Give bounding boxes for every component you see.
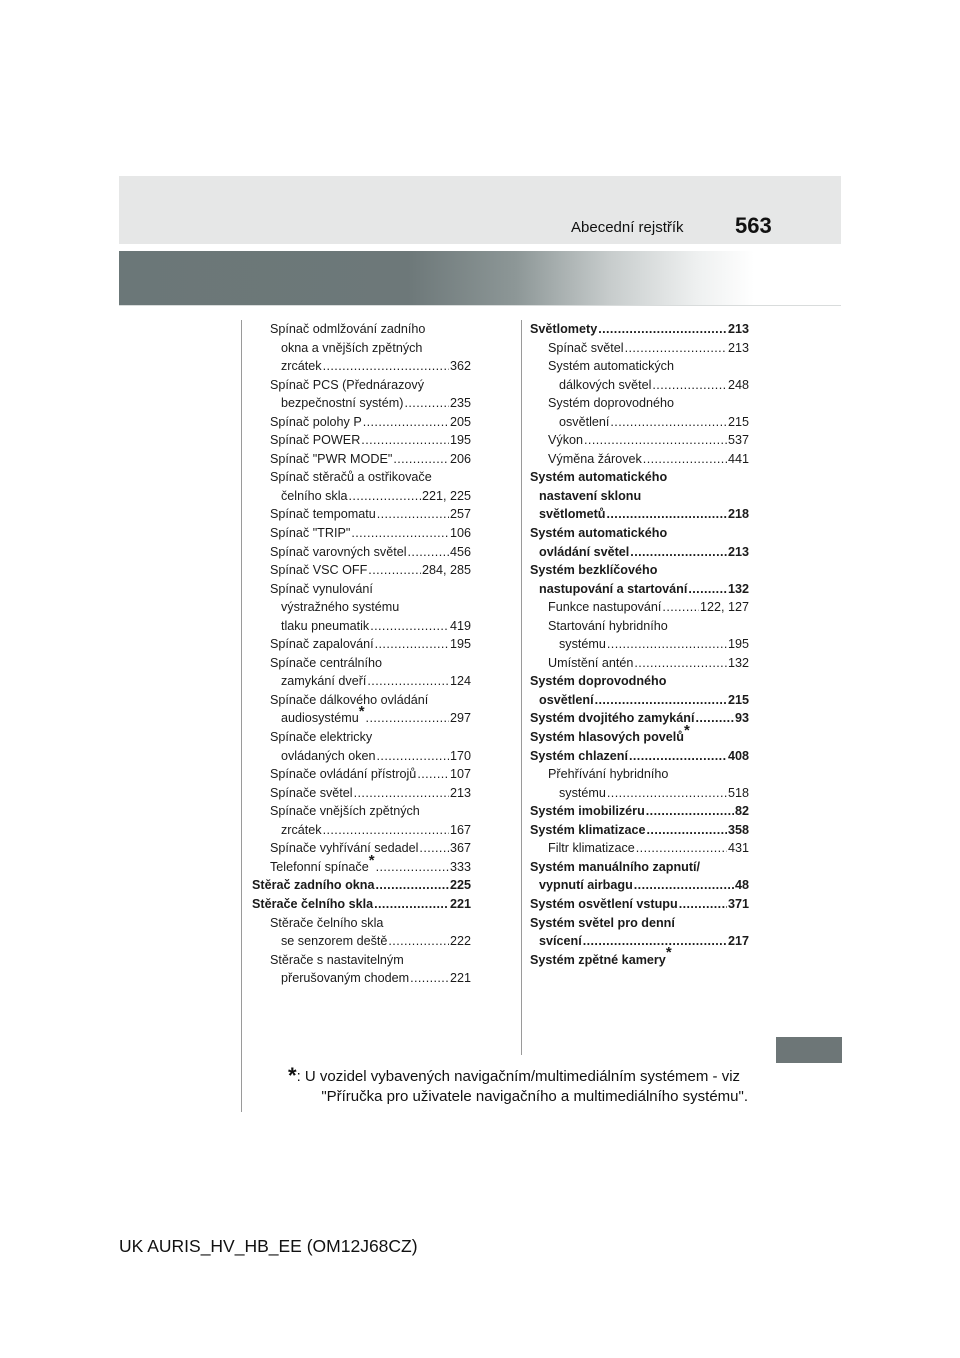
header-band xyxy=(119,176,841,244)
page-reference: 132 xyxy=(727,655,749,670)
index-entry xyxy=(530,357,749,394)
dot-leader xyxy=(376,858,449,877)
page-reference: 408 xyxy=(727,748,749,763)
index-entry-line xyxy=(252,765,471,784)
index-entry-line xyxy=(530,895,749,914)
page-reference: 419 xyxy=(449,618,471,633)
dot-leader xyxy=(323,357,449,376)
index-entry xyxy=(252,728,471,765)
index-entry-text: ovládaných oken xyxy=(281,748,376,763)
page-reference: 371 xyxy=(727,896,749,911)
index-entry-line xyxy=(252,851,471,877)
index-entry xyxy=(530,747,749,766)
page-reference: 206 xyxy=(449,451,471,466)
page-reference: 235 xyxy=(449,396,471,411)
index-entry-text: Systém světel pro denní xyxy=(530,915,675,930)
index-entry xyxy=(252,914,471,951)
dot-leader xyxy=(595,691,727,710)
page-reference: 124 xyxy=(449,674,471,689)
dot-leader xyxy=(351,524,449,543)
index-entry-text: Spínač "PWR MODE" xyxy=(270,451,393,466)
index-entry-line xyxy=(252,635,471,654)
page-reference: 48 xyxy=(734,878,749,893)
index-entry-text: Umístění antén xyxy=(548,655,634,670)
index-entry-text: čelního skla xyxy=(281,488,348,503)
index-entry-text: Spínače elektricky xyxy=(270,730,373,745)
index-entry-text: osvětlení xyxy=(539,692,594,707)
dot-leader xyxy=(610,413,727,432)
index-entry-text: Telefonní spínače* xyxy=(270,851,375,874)
column-divider xyxy=(521,320,522,1055)
index-entry-line xyxy=(530,376,749,395)
dot-leader xyxy=(679,895,727,914)
index-entry-text: Systém automatického xyxy=(530,470,668,485)
index-entry-text: Světlomety xyxy=(530,322,598,336)
index-entry-line xyxy=(252,969,471,988)
page-reference: 218 xyxy=(727,507,749,522)
page-reference: 167 xyxy=(449,822,471,837)
page-reference: 107 xyxy=(449,767,471,782)
index-entry xyxy=(530,839,749,858)
dot-leader xyxy=(408,543,449,562)
index-entry-line xyxy=(252,703,471,728)
index-entry-line xyxy=(252,617,471,636)
dot-leader xyxy=(607,505,727,524)
index-entry xyxy=(252,784,471,803)
index-entry-text: Filtr klimatizace xyxy=(548,841,635,856)
index-entry xyxy=(252,524,471,543)
dot-leader xyxy=(370,617,449,636)
dot-leader xyxy=(419,839,449,858)
index-entry xyxy=(530,802,749,821)
index-entry xyxy=(530,561,749,598)
index-entry-text: Spínač VSC OFF xyxy=(270,563,368,578)
index-entry xyxy=(252,505,471,524)
header-divider xyxy=(119,305,841,306)
index-entry-text: Stěrače čelního skla xyxy=(252,896,374,911)
index-entry-text: Spínač PCS (Přednárazový xyxy=(270,377,424,392)
index-entry-text: Systém manuálního zapnutí/ xyxy=(530,859,701,874)
index-entry-text: Systém imobilizéru xyxy=(530,804,645,819)
index-entry-text: Stěrač zadního okna xyxy=(252,878,375,893)
page-reference: 221, 225 xyxy=(421,488,471,503)
page-reference: 221 xyxy=(449,971,471,986)
page-reference: 195 xyxy=(449,637,471,652)
index-entry-line xyxy=(252,932,471,951)
dot-leader xyxy=(361,431,449,450)
index-entry-line xyxy=(252,450,471,469)
footnote-text-1: : U vozidel vybavených navigačním/multimediálním systémem - viz xyxy=(296,1068,741,1085)
index-entry xyxy=(252,320,471,376)
footnote-line-2: "Příručka pro uživatele navigačního a multimediálního systému". xyxy=(321,1088,748,1105)
page-reference: 248 xyxy=(727,377,749,392)
left-margin-rule xyxy=(241,320,242,1112)
index-entry-text: Spínače vnějších zpětných xyxy=(270,804,420,819)
index-entry-line xyxy=(252,561,471,580)
page-reference: 297 xyxy=(449,711,471,726)
index-entry-text: Spínače ovládání přístrojů xyxy=(270,767,417,782)
page-reference: 537 xyxy=(727,433,749,448)
page-reference: 333 xyxy=(449,859,471,874)
index-entry-line xyxy=(252,895,471,914)
dot-leader xyxy=(598,320,727,339)
index-entry-line xyxy=(252,876,471,895)
index-entry-line xyxy=(530,691,749,710)
index-entry-text: Spínače světel xyxy=(270,785,353,800)
index-entry xyxy=(530,672,749,709)
index-entry-text: výstražného systému xyxy=(281,600,400,615)
page-reference: 431 xyxy=(727,841,749,856)
document-code: UK AURIS_HV_HB_EE (OM12J68CZ) xyxy=(119,1236,418,1256)
index-entry xyxy=(252,543,471,562)
index-entry-text: zrcátek xyxy=(281,359,322,374)
index-entry-text: Výměna žárovek xyxy=(548,451,642,466)
index-entry-text: Systém zpětné kamery* xyxy=(530,944,672,967)
page-reference: 257 xyxy=(449,507,471,522)
page-reference: 222 xyxy=(449,934,471,949)
index-entry-line xyxy=(530,932,749,951)
index-entry xyxy=(530,468,749,524)
dot-leader xyxy=(375,876,449,895)
index-entry-text: audiosystému* xyxy=(281,703,365,726)
index-entry xyxy=(530,944,749,970)
footnote xyxy=(288,1063,748,1107)
index-entry-text: Systém osvětlení vstupu xyxy=(530,896,678,911)
index-entry-line xyxy=(252,357,471,376)
index-entry-text: Funkce nastupování xyxy=(548,600,662,615)
index-entry xyxy=(530,654,749,673)
index-entry-line xyxy=(530,654,749,673)
index-entry xyxy=(252,691,471,728)
page-reference: 213 xyxy=(449,785,471,800)
index-entry-line xyxy=(530,709,749,728)
index-entry-text: okna a vnějších zpětných xyxy=(281,340,423,355)
dot-leader xyxy=(393,450,449,469)
index-entry xyxy=(252,851,471,877)
dot-leader xyxy=(584,431,727,450)
dot-leader xyxy=(688,580,727,599)
dot-leader xyxy=(377,505,449,524)
index-entry xyxy=(530,450,749,469)
page-reference: 367 xyxy=(449,841,471,856)
dot-leader xyxy=(410,969,449,988)
index-entry-line xyxy=(252,394,471,413)
index-entry-text: zrcátek xyxy=(281,822,322,837)
index-entry-text: Spínače centrálního xyxy=(270,655,383,670)
index-entry-text: svícení xyxy=(539,934,582,949)
index-entry-text: osvětlení xyxy=(559,414,610,429)
index-entry-text: Systém automatických xyxy=(548,359,674,374)
footnote-star: * xyxy=(288,1063,297,1088)
dot-leader xyxy=(363,413,449,432)
index-entry-text: se senzorem deště xyxy=(281,934,388,949)
dot-leader xyxy=(662,598,699,617)
index-entry-text: Stěrače čelního skla xyxy=(270,915,384,930)
index-entry-text: Výkon xyxy=(548,433,584,448)
dot-leader xyxy=(354,784,449,803)
dot-leader xyxy=(630,543,727,562)
page-number: 563 xyxy=(735,213,772,238)
page-reference: 106 xyxy=(449,526,471,541)
index-entry-text: Spínač polohy P xyxy=(270,414,362,429)
page-reference: 213 xyxy=(727,322,749,336)
index-entry-line xyxy=(252,821,471,840)
index-entry-line xyxy=(252,784,471,803)
index-entry-text: Systém bezklíčového xyxy=(530,563,658,578)
dot-leader xyxy=(367,672,449,691)
index-entry-line xyxy=(530,876,749,895)
index-entry xyxy=(252,765,471,784)
dot-leader xyxy=(374,895,449,914)
index-entry-text: Systém automatického xyxy=(530,526,668,541)
dot-leader xyxy=(388,932,449,951)
index-entry-text: systému xyxy=(559,637,606,652)
page-reference: 213 xyxy=(727,340,749,355)
index-entry-text: Systém chlazení xyxy=(530,748,628,763)
index-entry xyxy=(530,339,749,358)
index-entry-line xyxy=(530,580,749,599)
index-entry xyxy=(530,721,749,747)
index-entry-line xyxy=(252,505,471,524)
index-entry-text: Spínač tempomatu xyxy=(270,507,376,522)
page-reference: 518 xyxy=(727,785,749,800)
index-entry-line xyxy=(252,543,471,562)
index-entry-line xyxy=(530,802,749,821)
index-entry-text: Spínač zapalování xyxy=(270,637,374,652)
index-entry-text: Spínač POWER xyxy=(270,433,361,448)
index-entry xyxy=(252,468,471,505)
index-entry-text: Systém klimatizace xyxy=(530,822,646,837)
index-entry-text: nastupování a startování xyxy=(539,581,688,596)
index-entry-line xyxy=(530,339,749,358)
index-entry-text: Spínač odmlžování zadního xyxy=(270,322,426,336)
index-entry-text: Startování hybridního xyxy=(548,618,668,633)
index-entry-line xyxy=(530,747,749,766)
page-reference: 93 xyxy=(734,711,749,726)
index-entry xyxy=(252,895,471,914)
index-entry xyxy=(252,635,471,654)
index-entry-text: Spínač vynulování xyxy=(270,581,373,596)
dot-leader xyxy=(647,821,727,840)
index-entry-text: Spínač stěračů a ostřikovače xyxy=(270,470,432,485)
dot-leader xyxy=(652,376,727,395)
dot-leader xyxy=(349,487,421,506)
index-entry xyxy=(530,524,749,561)
index-entry-text: Systém doprovodného xyxy=(548,396,675,411)
index-entry xyxy=(252,839,471,858)
index-entry xyxy=(530,709,749,728)
page-reference: 215 xyxy=(727,692,749,707)
index-entry-text: Spínač světel xyxy=(548,340,624,355)
dot-leader xyxy=(405,394,449,413)
index-entry-text: Spínač "TRIP" xyxy=(270,526,351,541)
dot-leader xyxy=(377,747,449,766)
page-reference: 195 xyxy=(449,433,471,448)
index-entry-text: nastavení sklonu xyxy=(539,488,642,503)
index-entry xyxy=(252,951,471,988)
dot-leader xyxy=(643,450,727,469)
index-entry-text: přerušovaným chodem xyxy=(281,971,410,986)
dot-leader xyxy=(607,635,727,654)
index-entry xyxy=(530,431,749,450)
index-entry xyxy=(252,580,471,636)
dot-leader xyxy=(695,709,734,728)
index-entry-text: systému xyxy=(559,785,606,800)
index-entry xyxy=(252,376,471,413)
index-entry-text: Stěrače s nastavitelným xyxy=(270,952,404,967)
index-entry-line xyxy=(530,635,749,654)
index-entry-text: zamykání dveří xyxy=(281,674,367,689)
index-entry-line xyxy=(530,505,749,524)
index-entry-text: dálkových světel xyxy=(559,377,652,392)
page-reference: 82 xyxy=(734,804,749,819)
index-entry-text: bezpečnostní systém) xyxy=(281,396,404,411)
index-entry-text: Systém dvojitého zamykání xyxy=(530,711,695,726)
index-entry-line xyxy=(530,839,749,858)
index-entry xyxy=(530,858,749,895)
section-title: Abecední rejstřík xyxy=(571,219,684,236)
dot-leader xyxy=(417,765,449,784)
index-entry xyxy=(252,413,471,432)
index-entry-line xyxy=(252,672,471,691)
index-entry-line xyxy=(252,747,471,766)
page-reference: 456 xyxy=(449,544,471,559)
index-entry-line xyxy=(252,487,471,506)
dot-leader xyxy=(607,784,727,803)
dot-leader xyxy=(323,821,449,840)
page-reference: 195 xyxy=(727,637,749,652)
index-entry-line xyxy=(252,524,471,543)
dot-leader xyxy=(636,839,727,858)
dot-leader xyxy=(366,709,449,728)
dot-leader xyxy=(375,635,449,654)
index-entry-line xyxy=(530,598,749,617)
page-reference: 284, 285 xyxy=(421,563,471,578)
dot-leader xyxy=(625,339,727,358)
index-entry-line xyxy=(530,320,749,339)
index-entry xyxy=(252,561,471,580)
index-entry-text: Spínače dálkového ovládání xyxy=(270,692,429,707)
index-entry-line xyxy=(530,543,749,562)
index-entry-text: ovládání světel xyxy=(539,544,630,559)
index-entry-line xyxy=(530,431,749,450)
index-entry-line xyxy=(530,413,749,432)
index-column-right xyxy=(530,320,749,969)
index-entry xyxy=(530,914,749,951)
page-reference: 358 xyxy=(727,822,749,837)
dot-leader xyxy=(583,932,727,951)
index-entry-line xyxy=(530,821,749,840)
index-entry-line xyxy=(252,839,471,858)
page-reference: 122, 127 xyxy=(699,600,749,615)
index-entry-text: Spínač varovných světel xyxy=(270,544,407,559)
index-entry xyxy=(530,394,749,431)
index-entry xyxy=(530,617,749,654)
dot-leader xyxy=(629,747,727,766)
index-entry xyxy=(530,895,749,914)
chapter-thumb-tab xyxy=(776,1037,842,1063)
index-entry-line xyxy=(252,431,471,450)
footnote-line-1 xyxy=(288,1063,748,1088)
index-entry-text: světlometů xyxy=(539,507,606,522)
page-reference: 205 xyxy=(449,414,471,429)
index-entry-line xyxy=(252,413,471,432)
index-entry-text: Systém doprovodného xyxy=(530,674,667,689)
page-reference: 362 xyxy=(449,359,471,374)
header-gradient-bar xyxy=(119,251,841,305)
page-reference: 221 xyxy=(449,896,471,911)
index-entry-line xyxy=(530,784,749,803)
index-entry xyxy=(252,802,471,839)
index-column-left xyxy=(252,320,471,988)
dot-leader xyxy=(646,802,734,821)
dot-leader xyxy=(634,876,734,895)
index-entry-text: Spínače vyhřívání sedadel xyxy=(270,841,419,856)
index-entry xyxy=(530,765,749,802)
index-entry xyxy=(530,821,749,840)
index-entry-line xyxy=(530,450,749,469)
index-entry-text: Systém hlasových povelů* xyxy=(530,721,690,745)
index-entry-text: vypnutí airbagu xyxy=(539,878,633,893)
index-entry xyxy=(252,654,471,691)
page-reference: 132 xyxy=(727,581,749,596)
dot-leader xyxy=(368,561,421,580)
page-reference: 441 xyxy=(727,451,749,466)
index-entry xyxy=(530,320,749,339)
page-reference: 213 xyxy=(727,544,749,559)
page-reference: 225 xyxy=(449,878,471,893)
page-reference: 170 xyxy=(449,748,471,763)
page-reference: 215 xyxy=(727,414,749,429)
index-entry xyxy=(530,598,749,617)
index-entry xyxy=(252,876,471,895)
page-reference: 217 xyxy=(727,934,749,949)
index-entry-text: tlaku pneumatik xyxy=(281,618,370,633)
index-entry xyxy=(252,431,471,450)
index-entry xyxy=(252,450,471,469)
dot-leader xyxy=(634,654,727,673)
index-entry-text: Přehřívání hybridního xyxy=(548,767,669,782)
